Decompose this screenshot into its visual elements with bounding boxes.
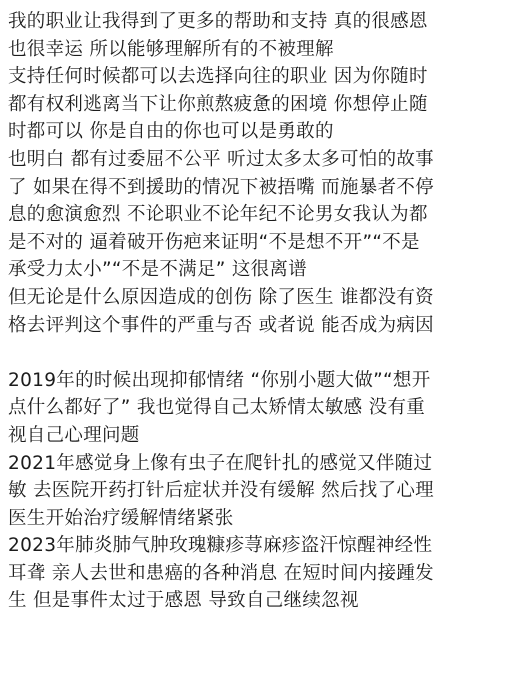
- text-line: 我的职业让我得到了更多的帮助和支持 真的很感恩: [8, 11, 428, 32]
- text-line: 息的愈演愈烈 不论职业不论年纪不论男女我认为都: [8, 204, 428, 226]
- post-text-body: [8, 8, 504, 615]
- text-line: 了 如果在得不到援助的情况下被捂嘴 而施暴者不停: [8, 176, 434, 198]
- text-line: 点什么都好了” 我也觉得自己太矫情太敏感 没有重: [8, 397, 426, 419]
- text-line: 时都可以 你是自由的你也可以是勇敢的: [8, 121, 334, 143]
- text-line: 也很幸运 所以能够理解所有的不被理解: [8, 38, 334, 60]
- text-line: 也明白 都有过委屈不公平 听过太多太多可怕的故事: [8, 148, 434, 170]
- text-line: 敏 去医院开药打针后症状并没有缓解 然后找了心理: [8, 480, 434, 502]
- text-line: 格去评判这个事件的严重与否 或者说 能否成为病因: [8, 314, 434, 336]
- text-line: 承受力太小”“不是不满足” 这很离谱: [8, 259, 308, 281]
- text-line: 都有权利逃离当下让你煎熬疲惫的困境 你想停止随: [8, 93, 428, 115]
- text-line: 是不对的 逼着破开伤疤来证明“不是想不开”“不是: [8, 231, 420, 253]
- paragraph-2019: [8, 367, 504, 450]
- text-line: 支持任何时候都可以去选择向往的职业 因为你随时: [8, 66, 428, 88]
- paragraph-2023: [8, 532, 504, 615]
- text-line: 但无论是什么原因造成的创伤 除了医生 谁都没有资: [8, 286, 434, 308]
- text-line: 视自己心理问题: [8, 424, 140, 446]
- text-line: 耳聋 亲人去世和患癌的各种消息 在短时间内接踵发: [8, 562, 434, 584]
- text-line: 医生开始治疗缓解情绪紧张: [8, 507, 234, 529]
- text-line: 2019年的时候出现抑郁情绪 “你别小题大做”“想开: [8, 369, 431, 391]
- text-line: 2021年感觉身上像有虫子在爬针扎的感觉又伴随过: [8, 452, 433, 474]
- paragraph-gratitude: [8, 8, 504, 63]
- text-line-cutoff: 生 但是事件太过于感恩 导致自己继续忽视: [8, 590, 359, 612]
- text-line: 2023年肺炎肺气肿玫瑰糠疹荨麻疹盗汗惊醒神经性: [8, 535, 433, 557]
- paragraph-2021: [8, 450, 504, 533]
- paragraph-spacer: [8, 339, 504, 367]
- paragraph-injustice: [8, 146, 504, 284]
- paragraph-freedom: [8, 63, 504, 146]
- paragraph-judgement: [8, 284, 504, 339]
